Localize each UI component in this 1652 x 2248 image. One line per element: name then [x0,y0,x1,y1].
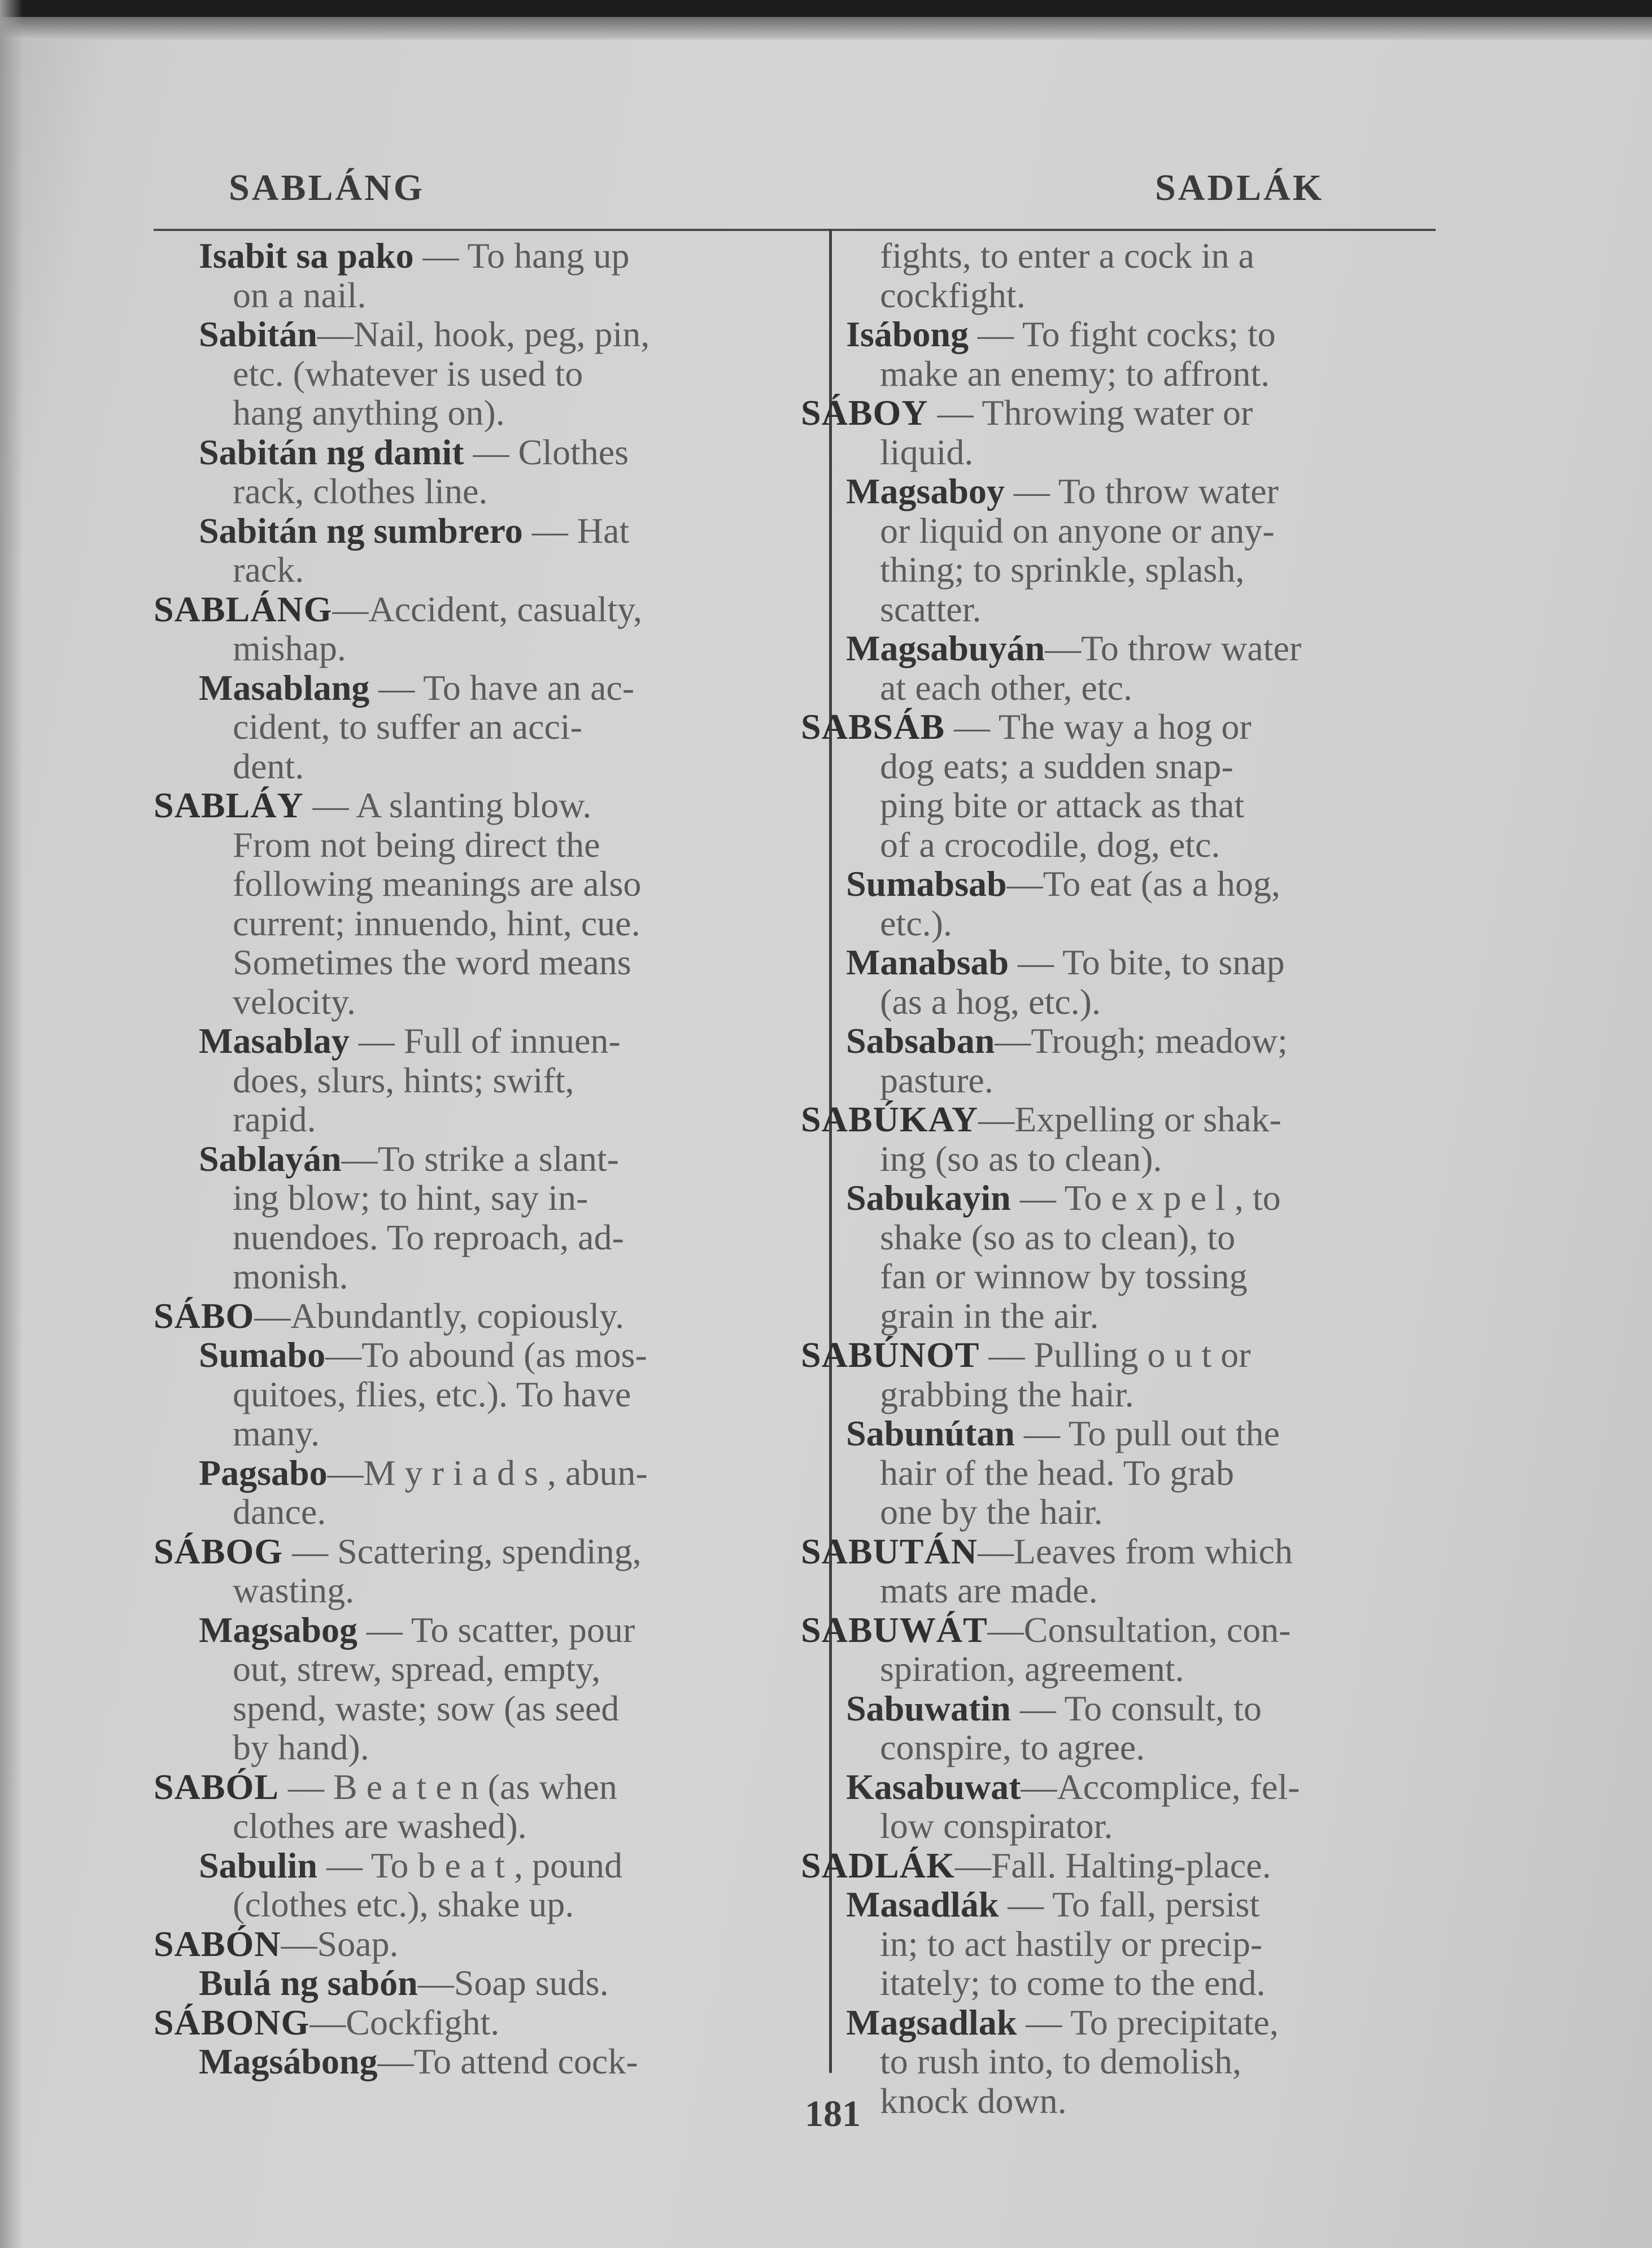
entry-definition: —Consultation, con- [987,1609,1291,1650]
entry-continuation: ing blow; to hint, say in- [233,1178,589,1218]
entry-continuation: current; innuendo, hint, cue. [233,903,640,943]
entry-continuation: low conspirator. [880,1806,1113,1846]
dictionary-entry [154,1453,803,1532]
entry-definition: — To hang up [413,236,630,276]
entry-definition: — To fall, persist [999,1884,1260,1924]
entry-definition: — To e x p e l , to [1010,1178,1281,1218]
entry-definition: —Trough; meadow; [995,1021,1288,1061]
running-header-left: SABLÁNG [229,167,425,208]
entry-definition: — To bite, to snap [1009,942,1285,982]
entry-headword: SÁBO [154,1295,255,1336]
entry-definition: —Cockfight. [310,2002,500,2042]
entry-continuation: etc.). [880,903,952,943]
scan-left-shadow [0,0,23,2248]
dictionary-entry [801,1610,1479,1689]
entry-continuation: mats are made. [880,1570,1098,1610]
entry-definition: — Throwing water or [928,393,1253,433]
dictionary-entry [801,1178,1479,1335]
dictionary-entry [154,1021,803,1139]
entry-definition: — A slanting blow. [303,785,592,825]
entry-continuation: shake (so as to clean), to [880,1217,1236,1257]
dictionary-entry [154,1963,803,2003]
dictionary-entry [801,864,1479,943]
entry-definition: —Soap. [281,1923,399,1964]
entry-definition: —Leaves from which [977,1531,1293,1571]
entry-continuation: clothes are washed). [233,1806,527,1846]
entry-headword: Sabitán ng damit [199,432,464,472]
dictionary-entry [154,1767,803,1846]
entry-headword: SABÚKAY [801,1099,979,1139]
entry-continuation: grain in the air. [880,1295,1099,1336]
dictionary-entry [801,1846,1479,1885]
entry-headword: Sabitán ng sumbrero [199,510,523,551]
entry-continuation: of a crocodile, dog, etc. [880,824,1221,865]
entry-headword: Masablang [199,667,370,708]
entry-headword: Sabulin [199,1845,317,1885]
entry-headword: Isábong [846,314,969,354]
running-header-right: SADLÁK [1155,167,1324,208]
entry-continuation: out, strew, spread, empty, [233,1649,601,1689]
entry-continuation: scatter. [880,589,982,629]
entry-headword: SABUTÁN [801,1531,978,1571]
dictionary-entry [801,1414,1479,1532]
entry-continuation: ing (so as to clean). [880,1138,1162,1179]
entry-headword: Pagsabo [199,1452,328,1493]
dictionary-entry [801,1100,1479,1178]
entry-continuation: to rush into, to demolish, [880,2041,1241,2081]
dictionary-entry [801,707,1479,864]
entry-definition: —Expelling or shak- [978,1099,1282,1139]
entry-continuation: hair of the head. To grab [880,1452,1234,1493]
entry-definition: —Accomplice, fel- [1021,1766,1300,1807]
entry-continuation: by hand). [233,1727,369,1767]
entry-continuation: wasting. [233,1570,355,1610]
dictionary-entry [154,433,803,511]
entry-headword: Sabunútan [846,1413,1015,1453]
dictionary-entry [801,1885,1479,2003]
entry-continuation: conspire, to agree. [880,1727,1145,1767]
entry-headword: SABÚNOT [801,1335,980,1375]
entry-definition: —Soap suds. [417,1963,609,2003]
dictionary-entry [154,1139,803,1296]
entry-headword: SÁBONG [154,2002,310,2042]
dictionary-entry [154,1532,803,1610]
dictionary-entry [154,590,803,668]
entry-headword: SÁBOY [801,393,929,433]
dictionary-entry [801,943,1479,1021]
entry-continuation: Sometimes the word means [233,942,631,982]
entry-continuation: make an enemy; to affront. [880,353,1270,394]
entry-continuation: cident, to suffer an acci- [233,707,582,747]
page-number: 181 [805,2093,861,2134]
entry-continuation: (clothes etc.), shake up. [233,1884,574,1924]
entry-continuation: spiration, agreement. [880,1649,1184,1689]
dictionary-entry [154,2003,803,2042]
dictionary-entry [154,668,803,786]
dictionary-entry [801,2003,1479,2121]
entry-continuation: following meanings are also [233,864,642,904]
entry-continuation: many. [233,1413,320,1453]
scan-top-shadow [0,17,1652,40]
entry-headword: Magsadlak [846,2002,1017,2042]
entry-headword: Isabit sa pako [199,236,414,276]
right-column [801,236,1479,2120]
entry-definition: —M y r i a d s , abun- [327,1452,648,1493]
entry-continuation: spend, waste; sow (as seed [233,1688,620,1728]
dictionary-entry [801,236,1479,315]
entry-definition: —To abound (as mos- [325,1335,647,1375]
entry-continuation: pasture. [880,1060,993,1100]
entry-headword: Sumabsab [846,864,1007,904]
entry-headword: Magsaboy [846,471,1005,511]
dictionary-entry [801,315,1479,393]
entry-continuation: From not being direct the [233,824,600,865]
entry-definition: — To scatter, pour [357,1609,635,1650]
entry-continuation: itately; to come to the end. [880,1963,1266,2003]
entry-headword: Sabitán [199,314,317,354]
entry-headword: SABÓL [154,1766,279,1807]
entry-headword: SABÓN [154,1923,281,1964]
entry-continuation: dance. [233,1492,326,1532]
entry-definition: —To attend cock- [377,2041,638,2081]
entry-definition: — Full of innuen- [349,1021,621,1061]
entry-continuation: ping bite or attack as that [880,785,1245,825]
dictionary-entry [801,472,1479,629]
entry-continuation: on a nail. [233,275,367,315]
entry-definition: — Scattering, spending, [283,1531,642,1571]
entry-headword: Sabuwatin [846,1688,1011,1728]
entry-continuation: rapid. [233,1099,316,1139]
entry-definition: — To b e a t , pound [317,1845,622,1885]
entry-headword: Sumabo [199,1335,326,1375]
dictionary-entry [801,629,1479,707]
entry-continuation: thing; to sprinkle, splash, [880,550,1245,590]
entry-continuation: velocity. [233,981,356,1022]
entry-definition: — To precipitate, [1017,2002,1279,2042]
entry-continuation: in; to act hastily or precip- [880,1923,1263,1964]
dictionary-entry [154,2042,803,2081]
entry-continuation: rack, clothes line. [233,471,488,511]
entry-definition: — To fight cocks; to [969,314,1276,354]
scan-top-border [0,0,1652,17]
entry-definition: —To eat (as a hog, [1006,864,1280,904]
entry-headword: Magsabog [199,1609,358,1650]
dictionary-entry [154,1846,803,1924]
entry-definition: — To have an ac- [369,667,635,708]
dictionary-entry [154,1924,803,1964]
entry-headword: Masablay [199,1021,350,1061]
dictionary-entry [801,1021,1479,1100]
entry-continuation: fights, to enter a cock in a [880,236,1254,276]
entry-continuation: rack. [233,550,304,590]
entry-continuation: mishap. [233,628,346,668]
dictionary-entry [154,786,803,1021]
entry-headword: Sablayán [199,1138,342,1179]
entry-definition: —Nail, hook, peg, pin, [317,314,650,354]
entry-continuation: fan or winnow by tossing [880,1256,1248,1296]
dictionary-entry [154,511,803,590]
dictionary-entry [154,1296,803,1336]
entry-continuation: hang anything on). [233,393,505,433]
entry-headword: SABLÁNG [154,589,333,629]
entry-headword: SÁBOG [154,1531,284,1571]
entry-definition: —To throw water [1045,628,1302,668]
entry-definition: — The way a hog or [945,707,1252,747]
entry-definition: —Abundantly, copiously. [254,1295,625,1336]
entry-continuation: etc. (whatever is used to [233,353,583,394]
entry-continuation: grabbing the hair. [880,1374,1134,1414]
entry-headword: Sabukayin [846,1178,1011,1218]
entry-continuation: one by the hair. [880,1492,1103,1532]
entry-headword: SABLÁY [154,785,304,825]
entry-definition: — B e a t e n (as when [278,1766,617,1807]
entry-headword: Bulá ng sabón [199,1963,418,2003]
entry-continuation: knock down. [880,2080,1067,2121]
entry-headword: SABSÁB [801,707,945,747]
entry-headword: SABUWÁT [801,1609,988,1650]
dictionary-entry [154,1335,803,1453]
entry-headword: Magsabuyán [846,628,1045,668]
entry-continuation: at each other, etc. [880,667,1132,708]
dictionary-entry [801,1767,1479,1846]
entry-continuation: cockfight. [880,275,1026,315]
dictionary-entry [154,236,803,315]
entry-definition: — To throw water [1004,471,1279,511]
entry-headword: SADLÁK [801,1845,955,1885]
entry-definition: —Accident, casualty, [332,589,642,629]
entry-headword: Kasabuwat [846,1766,1021,1807]
entry-headword: Sabsaban [846,1021,995,1061]
entry-definition: —To strike a slant- [341,1138,619,1179]
entry-headword: Magsábong [199,2041,378,2081]
left-column [154,236,803,2081]
entry-continuation: quitoes, flies, etc.). To have [233,1374,631,1414]
dictionary-entry [154,315,803,433]
entry-headword: Manabsab [846,942,1009,982]
entry-continuation: dent. [233,746,304,786]
entry-continuation: nuendoes. To reproach, ad- [233,1217,624,1257]
entry-continuation: (as a hog, etc.). [880,981,1101,1022]
entry-headword: Masadlák [846,1884,999,1924]
header-rule [154,229,1436,231]
dictionary-entry [801,1335,1479,1414]
dictionary-entry [801,1532,1479,1610]
entry-continuation: does, slurs, hints; swift, [233,1060,574,1100]
entry-definition: — Pulling o u t or [979,1335,1251,1375]
entry-definition: — To consult, to [1010,1688,1262,1728]
entry-definition: —Fall. Halting-place. [954,1845,1271,1885]
dictionary-entry [801,393,1479,472]
entry-definition: — Hat [522,510,630,551]
entry-continuation: monish. [233,1256,348,1296]
entry-continuation: liquid. [880,432,974,472]
entry-continuation: dog eats; a sudden snap- [880,746,1233,786]
entry-continuation: or liquid on anyone or any- [880,510,1275,551]
dictionary-entry [154,1610,803,1767]
dictionary-entry [801,1689,1479,1767]
entry-definition: — Clothes [464,432,629,472]
entry-definition: — To pull out the [1014,1413,1280,1453]
